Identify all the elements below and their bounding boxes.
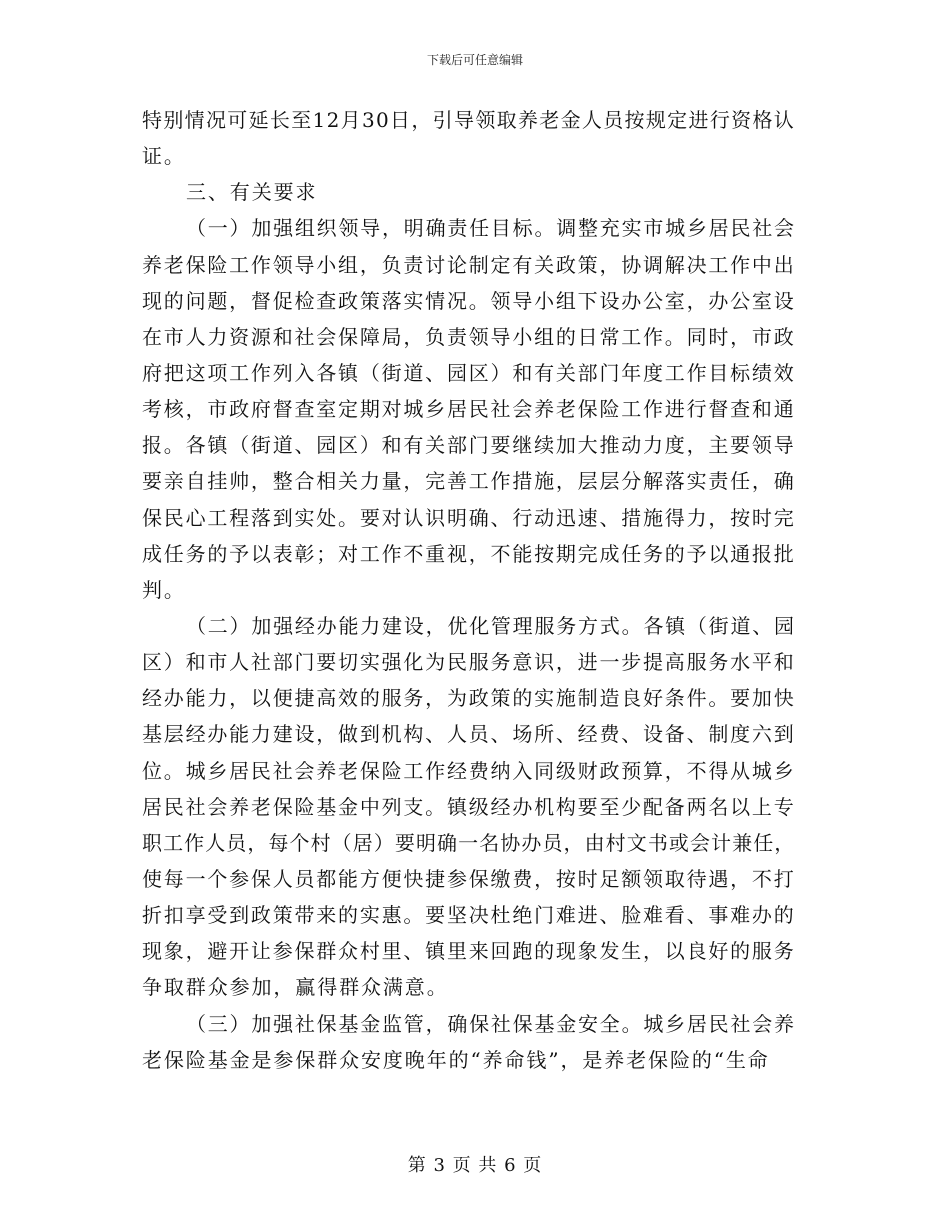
page-number: 第 3 页 共 6 页 <box>407 1155 543 1176</box>
body-line: 现的问题，督促检查政策落实情况。领导小组下设办公室，办公室设 <box>142 288 796 313</box>
page-header-note: 下载后可任意编辑 <box>426 53 523 67</box>
body-line: 保民心工程落到实处。要对认识明确、行动迅速、措施得力，按时完 <box>142 505 796 530</box>
body-line: 位。城乡居民社会养老保险工作经费纳入同级财政预算，不得从城乡 <box>142 758 796 783</box>
body-line: 争取群众参加，赢得群众满意。 <box>142 975 449 1000</box>
body-line: 要亲自挂帅，整合相关力量，完善工作措施，层层分解落实责任，确 <box>142 469 796 494</box>
body-line: 判。 <box>142 577 186 602</box>
paragraph-start-line: （三）加强社保基金监管，确保社保基金安全。城乡居民社会养 <box>186 1011 796 1036</box>
body-line: 折扣享受到政策带来的实惠。要坚决杜绝门难进、脸难看、事难办的 <box>142 903 796 928</box>
body-line: 职工作人员，每个村（居）要明确一名协办员，由村文书或会计兼任， <box>142 830 796 855</box>
body-line: 特别情况可延长至12月30日，引导领取养老金人员按规定进行资格认 <box>142 108 796 132</box>
body-line: 老保险基金是参保群众安度晚年的“养命钱”，是养老保险的“生命 <box>142 1047 770 1072</box>
body-line: 考核，市政府督查室定期对城乡居民社会养老保险工作进行督查和通 <box>142 397 796 422</box>
section-heading: 三、有关要求 <box>186 180 318 205</box>
body-line: 在市人力资源和社会保障局，负责领导小组的日常工作。同时，市政 <box>142 324 796 349</box>
paragraph-start-line: （二）加强经办能力建设，优化管理服务方式。各镇（街道、园 <box>186 613 796 638</box>
document-body <box>142 102 797 1078</box>
paragraph-start-line: （一）加强组织领导，明确责任目标。调整充实市城乡居民社会 <box>186 216 796 241</box>
body-line: 基层经办能力建设，做到机构、人员、场所、经费、设备、制度六到 <box>142 722 796 747</box>
body-line: 养老保险工作领导小组，负责讨论制定有关政策，协调解决工作中出 <box>142 252 796 277</box>
body-line: 经办能力，以便捷高效的服务，为政策的实施制造良好条件。要加快 <box>142 686 796 711</box>
body-line: 现象，避开让参保群众村里、镇里来回跑的现象发生，以良好的服务 <box>142 939 796 964</box>
body-line: 居民社会养老保险基金中列支。镇级经办机构要至少配备两名以上专 <box>142 794 796 819</box>
body-line: 证。 <box>142 144 186 169</box>
body-line: 府把这项工作列入各镇（街道、园区）和有关部门年度工作目标绩效 <box>142 360 796 385</box>
body-line: 报。各镇（街道、园区）和有关部门要继续加大推动力度，主要领导 <box>142 433 796 458</box>
body-line: 成任务的予以表彰；对工作不重视，不能按期完成任务的予以通报批 <box>142 541 796 566</box>
body-line: 区）和市人社部门要切实强化为民服务意识，进一步提高服务水平和 <box>142 650 796 675</box>
body-line: 使每一个参保人员都能方便快捷参保缴费，按时足额领取待遇，不打 <box>142 866 796 891</box>
